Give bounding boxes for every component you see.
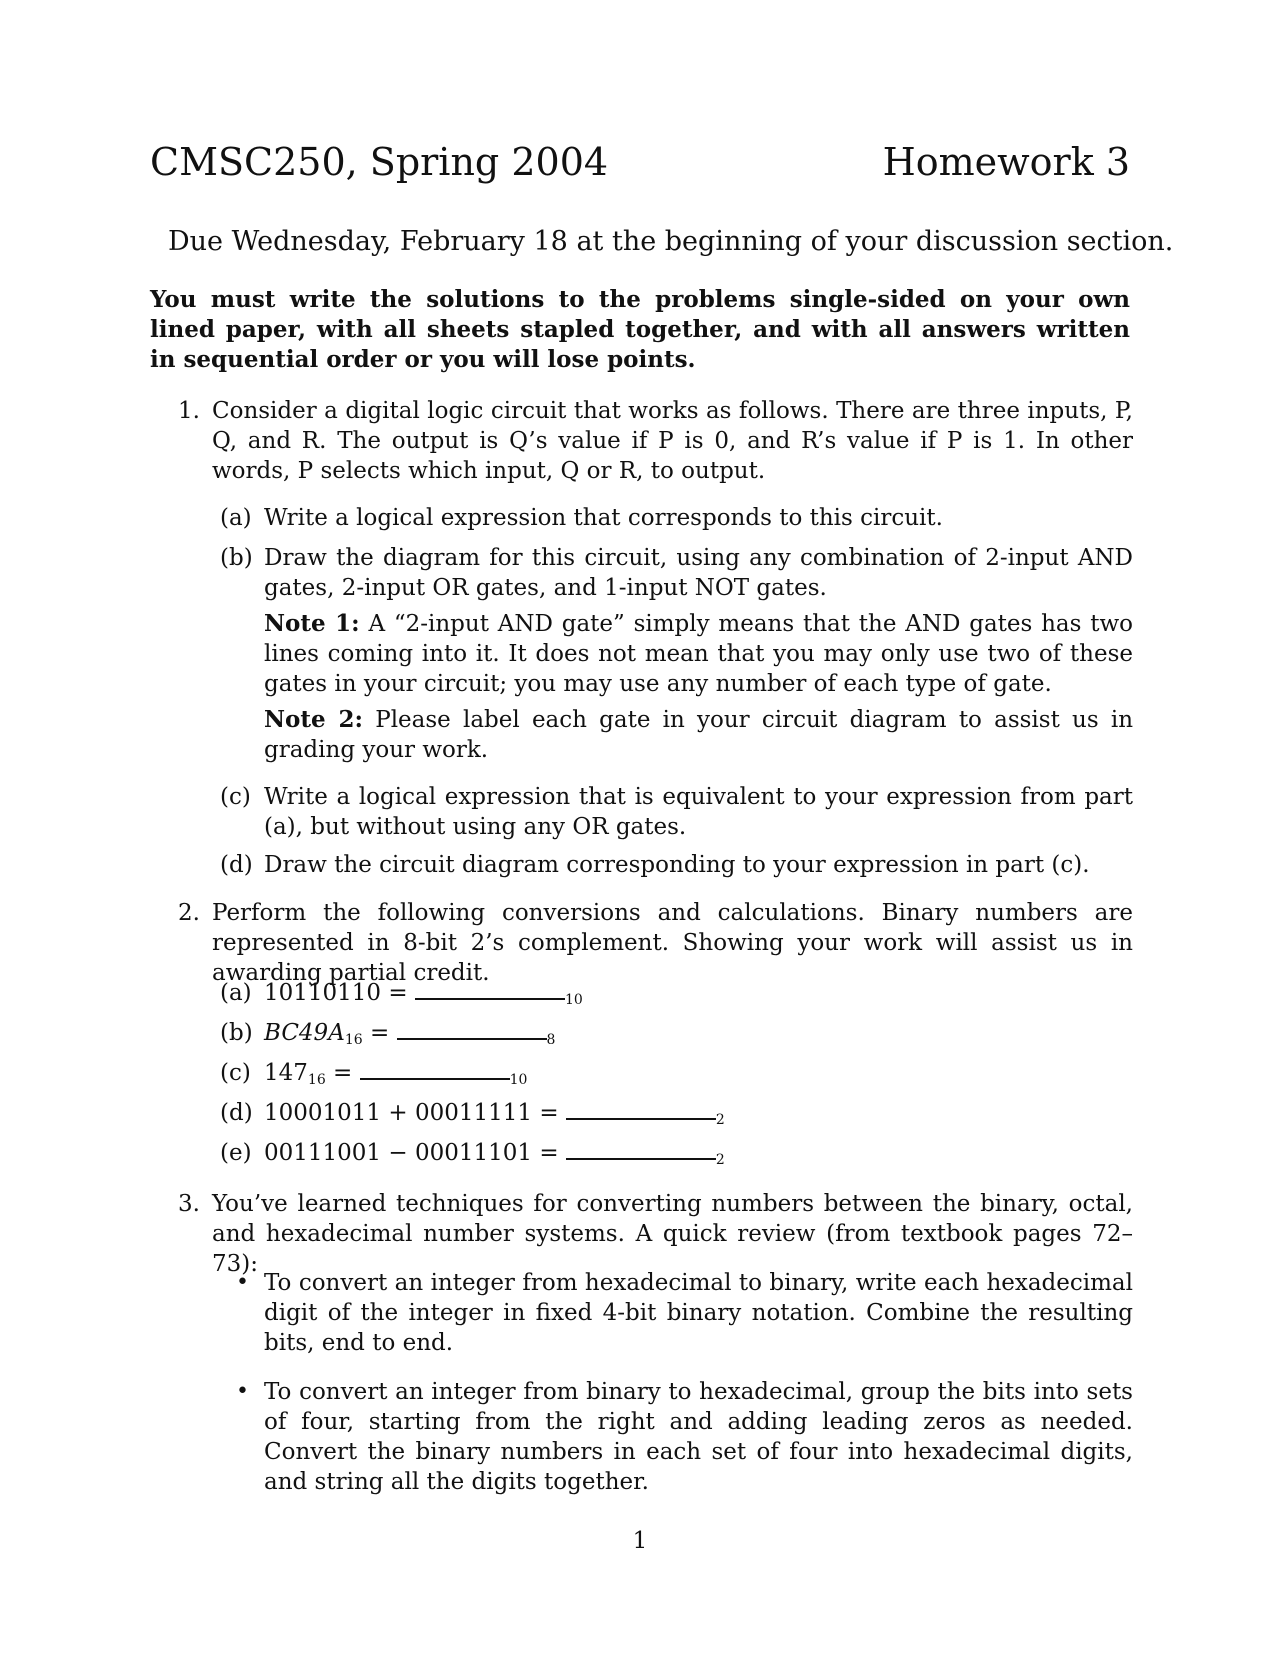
item-expression: 10110110 =: [264, 980, 408, 1006]
result-base: 10: [564, 992, 583, 1008]
bullet-item: [236, 1377, 1133, 1497]
bullet-text: To convert an integer from binary to hexadecimal, group the bits into sets of four, starting from the right and adding leading zeros as needed. Convert the binary numbers in each set of four into hexadecimal digits, and string all the digits together.: [264, 1379, 1133, 1495]
result-base: 10: [509, 1072, 528, 1088]
problem-1-number: 1.: [178, 398, 200, 424]
bullet-icon: •: [236, 1379, 249, 1404]
item-expression: 00111001 − 00011101 =: [264, 1140, 559, 1166]
problem-3-number: 3.: [178, 1191, 200, 1217]
problem-1: [178, 396, 1133, 486]
assignment-title: Homework 3: [882, 140, 1130, 184]
bullet-item: [236, 1268, 1133, 1358]
expression-base: 16: [344, 1032, 363, 1048]
problem-1-part-d: [220, 850, 1133, 880]
part-label: (c): [220, 784, 251, 810]
answer-blank: [566, 1118, 716, 1120]
part-text: Draw the circuit diagram corresponding to your expression in part (c).: [264, 852, 1090, 878]
problem-2-number: 2.: [178, 900, 200, 926]
page-number: 1: [632, 1528, 648, 1554]
result-base: 2: [715, 1152, 725, 1168]
item-label: (c): [220, 1060, 251, 1086]
answer-blank: [397, 1038, 547, 1040]
problem-1-intro: Consider a digital logic circuit that works as follows. There are three inputs, P, Q, and R. The output is Q’s value if P is 0, and R’s value if P is 1. In other words, P selects which input, Q or R, to output.: [212, 398, 1133, 484]
instructions-paragraph: You must write the solutions to the problems single-sided on your own lined paper, with all sheets stapled together, and with all answers written in sequential order or you will lose points.: [150, 286, 1130, 373]
item-expression: 10001011 + 00011111 =: [264, 1100, 559, 1126]
note-2-text: Please label each gate in your circuit diagram to assist us in grading your work.: [264, 707, 1134, 763]
part-text: Draw the diagram for this circuit, using any combination of 2-input AND gates, 2-input OR gates, and 1-input NOT gates.: [264, 545, 1133, 601]
problem-2-item-d: [220, 1098, 725, 1135]
problem-2-intro: Perform the following conversions and calculations. Binary numbers are represented in 8-bit 2’s complement. Showing your work will assist us in awarding partial credit.: [212, 900, 1133, 986]
part-label: (d): [220, 852, 253, 878]
problem-2-item-c: [220, 1058, 527, 1095]
note-1-text: A “2-input AND gate” simply means that the AND gates has two lines coming into it. It does not mean that you may only use two of these gates in your circuit; you may use any number of each type of gate.: [264, 611, 1134, 697]
problem-1-part-c: [220, 782, 1133, 842]
answer-blank: [415, 998, 565, 1000]
item-expression: BC49A: [264, 1020, 345, 1046]
equals-sign: =: [333, 1060, 353, 1086]
result-base: 8: [546, 1032, 556, 1048]
problem-3-intro: You’ve learned techniques for converting numbers between the binary, octal, and hexadecimal number systems. A quick review (from textbook pages 72–73):: [212, 1191, 1133, 1277]
note-1: [264, 609, 1133, 699]
item-expression: 147: [264, 1060, 308, 1086]
equals-sign: =: [369, 1020, 390, 1046]
part-label: (a): [220, 505, 252, 531]
problem-2-item-e: [220, 1138, 725, 1175]
item-label: (a): [220, 980, 252, 1006]
course-title: CMSC250, Spring 2004: [150, 140, 609, 184]
problem-3: [178, 1189, 1133, 1279]
note-2-label: Note 2:: [264, 706, 364, 733]
item-label: (e): [220, 1140, 252, 1166]
part-text: Write a logical expression that is equivalent to your expression from part (a), but without using any OR gates.: [264, 784, 1133, 840]
item-label: (d): [220, 1100, 253, 1126]
item-label: (b): [220, 1020, 253, 1046]
problem-2: [178, 898, 1133, 988]
answer-blank: [360, 1078, 510, 1080]
part-text: Write a logical expression that corresponds to this circuit.: [264, 505, 943, 531]
result-base: 2: [715, 1112, 725, 1128]
bullet-icon: •: [236, 1270, 249, 1295]
note-2: [264, 705, 1133, 765]
answer-blank: [566, 1158, 716, 1160]
problem-1-part-a: [220, 503, 1133, 533]
note-1-label: Note 1:: [264, 610, 360, 637]
problem-2-item-a: [220, 978, 583, 1015]
problem-1-part-b: [220, 543, 1133, 765]
bullet-text: To convert an integer from hexadecimal to binary, write each hexadecimal digit of the integer in fixed 4-bit binary notation. Combine the resulting bits, end to end.: [264, 1270, 1133, 1356]
part-label: (b): [220, 545, 253, 571]
problem-2-item-b: [220, 1018, 555, 1055]
due-date-line: Due Wednesday, February 18 at the beginning of your discussion section.: [168, 226, 1174, 257]
expression-base: 16: [307, 1072, 326, 1088]
